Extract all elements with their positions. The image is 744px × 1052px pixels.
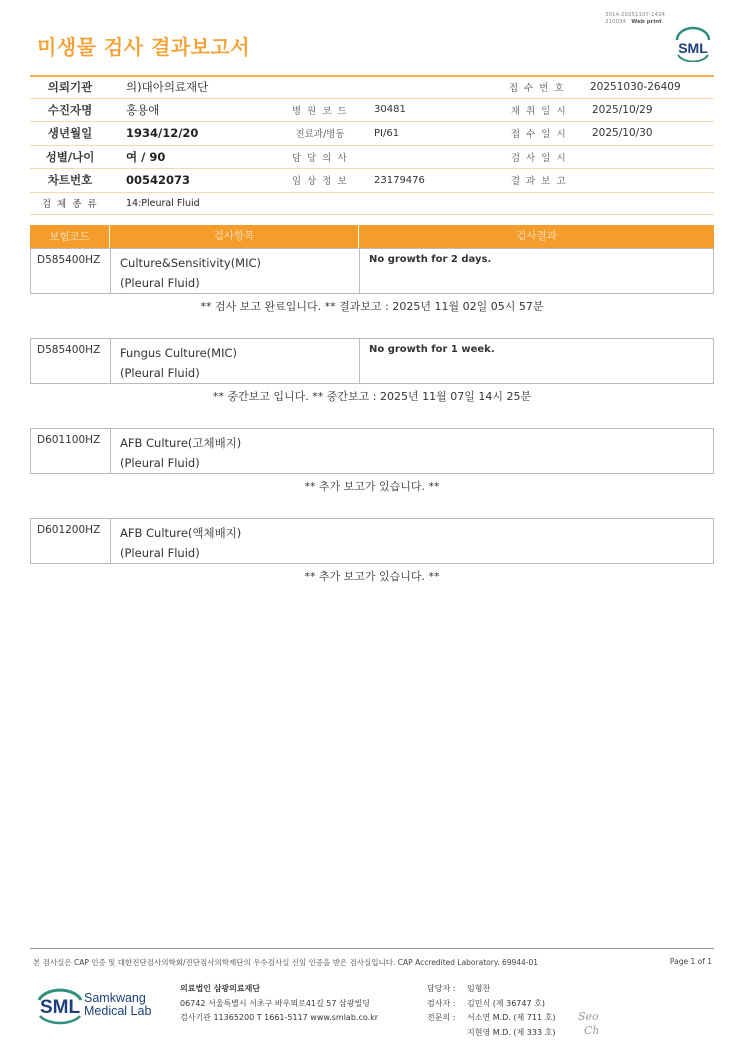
result-outcome: No growth for 1 week. [359,339,713,383]
signature-2: Ch [584,1024,600,1037]
receipt-no-label: 접 수 번 호 [508,83,566,95]
staff-role [427,1026,467,1041]
info-row-chart [30,169,714,193]
result-item-name: Culture&Sensitivity(MIC) [120,256,262,270]
requester-label: 의뢰기관 [47,80,93,95]
result-item-specimen: (Pleural Fluid) [120,546,200,560]
test-date-label: 검 사 일 시 [510,152,568,164]
info-row-birth [30,122,714,146]
staff-role: 담당자 : [427,984,456,993]
sml-logo-footer [36,982,161,1032]
specimen-value: 14:Pleural Fluid [126,197,200,209]
specimen-label: 검 체 종 류 [41,199,99,210]
sex-age-label: 성별/나이 [45,149,95,164]
name-label: 수진자명 [47,102,93,117]
result-code: D585400HZ [37,344,101,356]
result-item-name: AFB Culture(액체배지) [120,526,242,540]
footer-staff [427,982,555,1040]
result-note: ** 중간보고 입니다. ** 중간보고 : 2025년 11월 07일 14시 25분 [212,390,532,403]
staff-name: 서소연 M.D. (제 711 호) [467,1013,556,1022]
collection-date-label: 채 취 일 시 [510,105,568,117]
staff-name: 임형찬 [467,984,491,993]
staff-name: 김민식 (제 36747 호) [467,998,545,1008]
info-row-name [30,99,714,123]
collection-date-value: 2025/10/29 [592,103,653,116]
doctor-label: 담 당 의 사 [291,152,349,164]
result-note: ** 검사 보고 완료입니다. ** 결과보고 : 2025년 11월 02일 05시 57분 [200,300,544,313]
staff-row [427,997,555,1012]
name-value: 홍용애 [126,102,160,117]
org-name: 의료법인 삼광의료재단 [180,984,261,993]
result-item [110,339,359,383]
birth-value: 1934/12/20 [126,126,199,141]
header-item: 검사항목 [109,225,358,248]
result-code: D601100HZ [37,434,101,446]
dept-label: 진료과/병동 [295,129,345,141]
staff-role: 검사자 : [427,998,456,1008]
clinical-info-label: 임 상 정 보 [291,176,349,188]
footer-divider [30,948,714,949]
page-number: Page 1 of 1 [669,957,712,966]
chart-no-label: 차트번호 [47,173,93,188]
clinical-info-value: 23179476 [374,174,425,186]
result-item [110,519,713,563]
info-row-requester [30,75,714,99]
requester-value: 의)대아의료재단 [126,80,209,95]
print-code-line2: 210034 [605,19,626,25]
birth-label: 생년월일 [47,126,93,141]
result-item-specimen: (Pleural Fluid) [120,276,200,290]
result-row [30,338,714,384]
report-title: 미생물 검사 결과보고서 [37,35,251,59]
print-code-line1: 3014-20251107-1434 [605,12,665,18]
receipt-date-label: 접 수 일 시 [510,129,568,141]
result-item-specimen: (Pleural Fluid) [120,456,200,470]
footer-org-info [180,982,378,1026]
hospital-code-label: 병 원 코 드 [291,105,349,117]
signature-1: Seo [578,1010,599,1023]
print-code [605,12,665,26]
patient-info-table [30,75,714,215]
footer-logo-mark: SML [39,997,81,1018]
result-note: ** 추가 보고가 있습니다. ** [304,570,440,583]
staff-row [427,982,555,997]
staff-row [427,1026,555,1041]
staff-row [427,1011,555,1026]
header-result: 검사결과 [358,225,714,248]
footer-logo-name2: Medical Lab [84,1004,152,1018]
result-row [30,518,714,564]
result-row [30,428,714,474]
certification-text: 본 검사실은 CAP 인증 및 대한진단검사의학회/진단검사의학재단의 우수검사실 신임 인증을 받은 검사실입니다. CAP Accredited Laboratory. 69944-01 [33,958,539,967]
info-row-sex-age [30,146,714,170]
web-print-label: Web print [631,19,662,25]
org-contact: 검사기관 11365200 T 1661-5117 www.smlab.co.kr [180,1013,379,1022]
header-code: 보험코드 [49,231,90,243]
sex-age-value: 여 / 90 [126,149,166,164]
result-note: ** 추가 보고가 있습니다. ** [304,480,440,493]
logo-top-text: SML [678,40,708,56]
staff-role: 전문의 : [427,1013,456,1022]
result-report-label: 결 과 보 고 [510,176,568,188]
hospital-code-value: 30481 [374,104,406,116]
result-code: D601200HZ [37,524,101,536]
result-item [110,249,359,293]
result-row [30,248,714,294]
result-outcome: No growth for 2 days. [359,249,713,293]
footer-logo-name1: Samkwang [84,991,146,1005]
info-row-specimen [30,193,714,215]
org-address: 06742 서울특별시 서초구 바우뫼로41길 57 삼광빌딩 [180,998,370,1008]
result-item [110,429,713,473]
staff-name: 지현영 M.D. (제 333 호) [467,1027,556,1037]
results-header [30,225,714,248]
result-item-name: AFB Culture(고체배지) [120,436,242,450]
sml-logo-top [672,26,714,66]
chart-no-value: 00542073 [126,173,191,188]
result-code: D585400HZ [37,254,101,266]
result-item-specimen: (Pleural Fluid) [120,366,200,380]
receipt-no-value: 20251030-26409 [590,81,681,94]
dept-value: PI/61 [374,127,400,139]
result-item-name: Fungus Culture(MIC) [120,346,237,360]
receipt-date-value: 2025/10/30 [592,127,653,140]
